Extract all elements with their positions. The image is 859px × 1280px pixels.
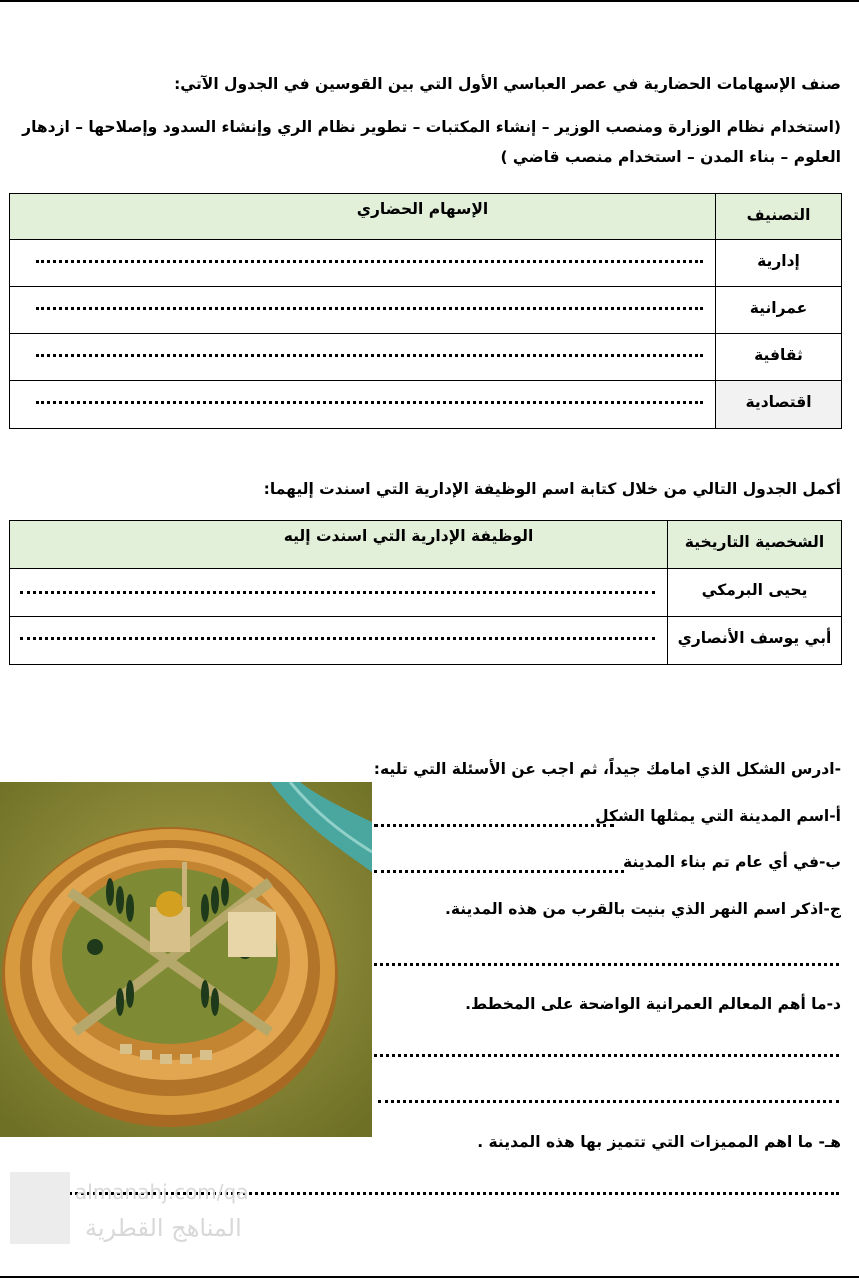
- row-category-economic: اقتصادية: [716, 381, 842, 429]
- header-person: الشخصية التاريخية: [668, 521, 842, 569]
- answer-cell[interactable]: [10, 287, 716, 334]
- section3-instruction: -ادرس الشكل الذي امامك جيداً، ثم اجب عن الأسئلة التي تليه:: [373, 760, 841, 778]
- section1-choices-line1: (استخدام نظام الوزارة ومنصب الوزير – إنشاء المكتبات – تطوير نظام الري وإنشاء السدود وإصلاحها – ازدهار: [22, 118, 841, 136]
- question-d: د-ما أهم المعالم العمرانية الواضحة على المخطط.: [465, 995, 841, 1013]
- section2-instruction: أكمل الجدول التالي من خلال كتابة اسم الوظيفة الإدارية التي اسندت إليهما:: [263, 480, 841, 498]
- answer-cell[interactable]: [10, 617, 668, 665]
- person-yahya-barmaki: يحيى البرمكي: [668, 569, 842, 617]
- answer-dots: [20, 637, 655, 640]
- row-category-administrative: إدارية: [716, 240, 842, 287]
- person-abu-yusuf: أبي يوسف الأنصاري: [668, 617, 842, 665]
- header-job: الوظيفة الإدارية التي اسندت إليه: [10, 521, 668, 569]
- watermark-name: المناهج القطرية: [85, 1214, 242, 1242]
- answer-cell[interactable]: [10, 334, 716, 381]
- question-c: ج-اذكر اسم النهر الذي بنيت بالقرب من هذه المدينة.: [444, 900, 841, 918]
- admin-jobs-table: [9, 520, 842, 665]
- bottom-border: [0, 1276, 859, 1278]
- answer-line-d1[interactable]: [374, 1054, 839, 1057]
- header-contribution: الإسهام الحضاري: [10, 194, 716, 240]
- answer-cell[interactable]: [10, 381, 716, 429]
- round-city-illustration: [0, 782, 372, 1137]
- answer-dots: [36, 260, 703, 263]
- question-b: ب-في أي عام تم بناء المدينة: [623, 853, 841, 871]
- answer-line-c[interactable]: [374, 963, 839, 966]
- answer-line-a[interactable]: [374, 824, 614, 827]
- answer-dots: [20, 591, 655, 594]
- classification-table: [9, 193, 842, 429]
- top-border: [0, 0, 859, 2]
- question-e: هـ- ما اهم المميزات التي تتميز بها هذه المدينة .: [477, 1133, 841, 1151]
- watermark-url: almanahj.com/qa: [75, 1180, 249, 1204]
- answer-line-b[interactable]: [374, 870, 624, 873]
- answer-cell[interactable]: [10, 240, 716, 287]
- section1-instruction: صنف الإسهامات الحضارية في عصر العباسي الأول التي بين القوسين في الجدول الآتي:: [174, 75, 841, 93]
- section1-choices-line2: العلوم – بناء المدن – استخدام منصب قاضي ): [500, 148, 841, 166]
- answer-dots: [36, 401, 703, 404]
- row-category-urban: عمرانية: [716, 287, 842, 334]
- answer-cell[interactable]: [10, 569, 668, 617]
- answer-dots: [36, 354, 703, 357]
- watermark-logo: [10, 1172, 70, 1244]
- question-a: أ-اسم المدينة التي يمثلها الشكل: [595, 807, 841, 825]
- answer-line-d2[interactable]: [378, 1100, 839, 1103]
- row-category-cultural: ثقافية: [716, 334, 842, 381]
- header-category: التصنيف: [716, 194, 842, 240]
- answer-dots: [36, 307, 703, 310]
